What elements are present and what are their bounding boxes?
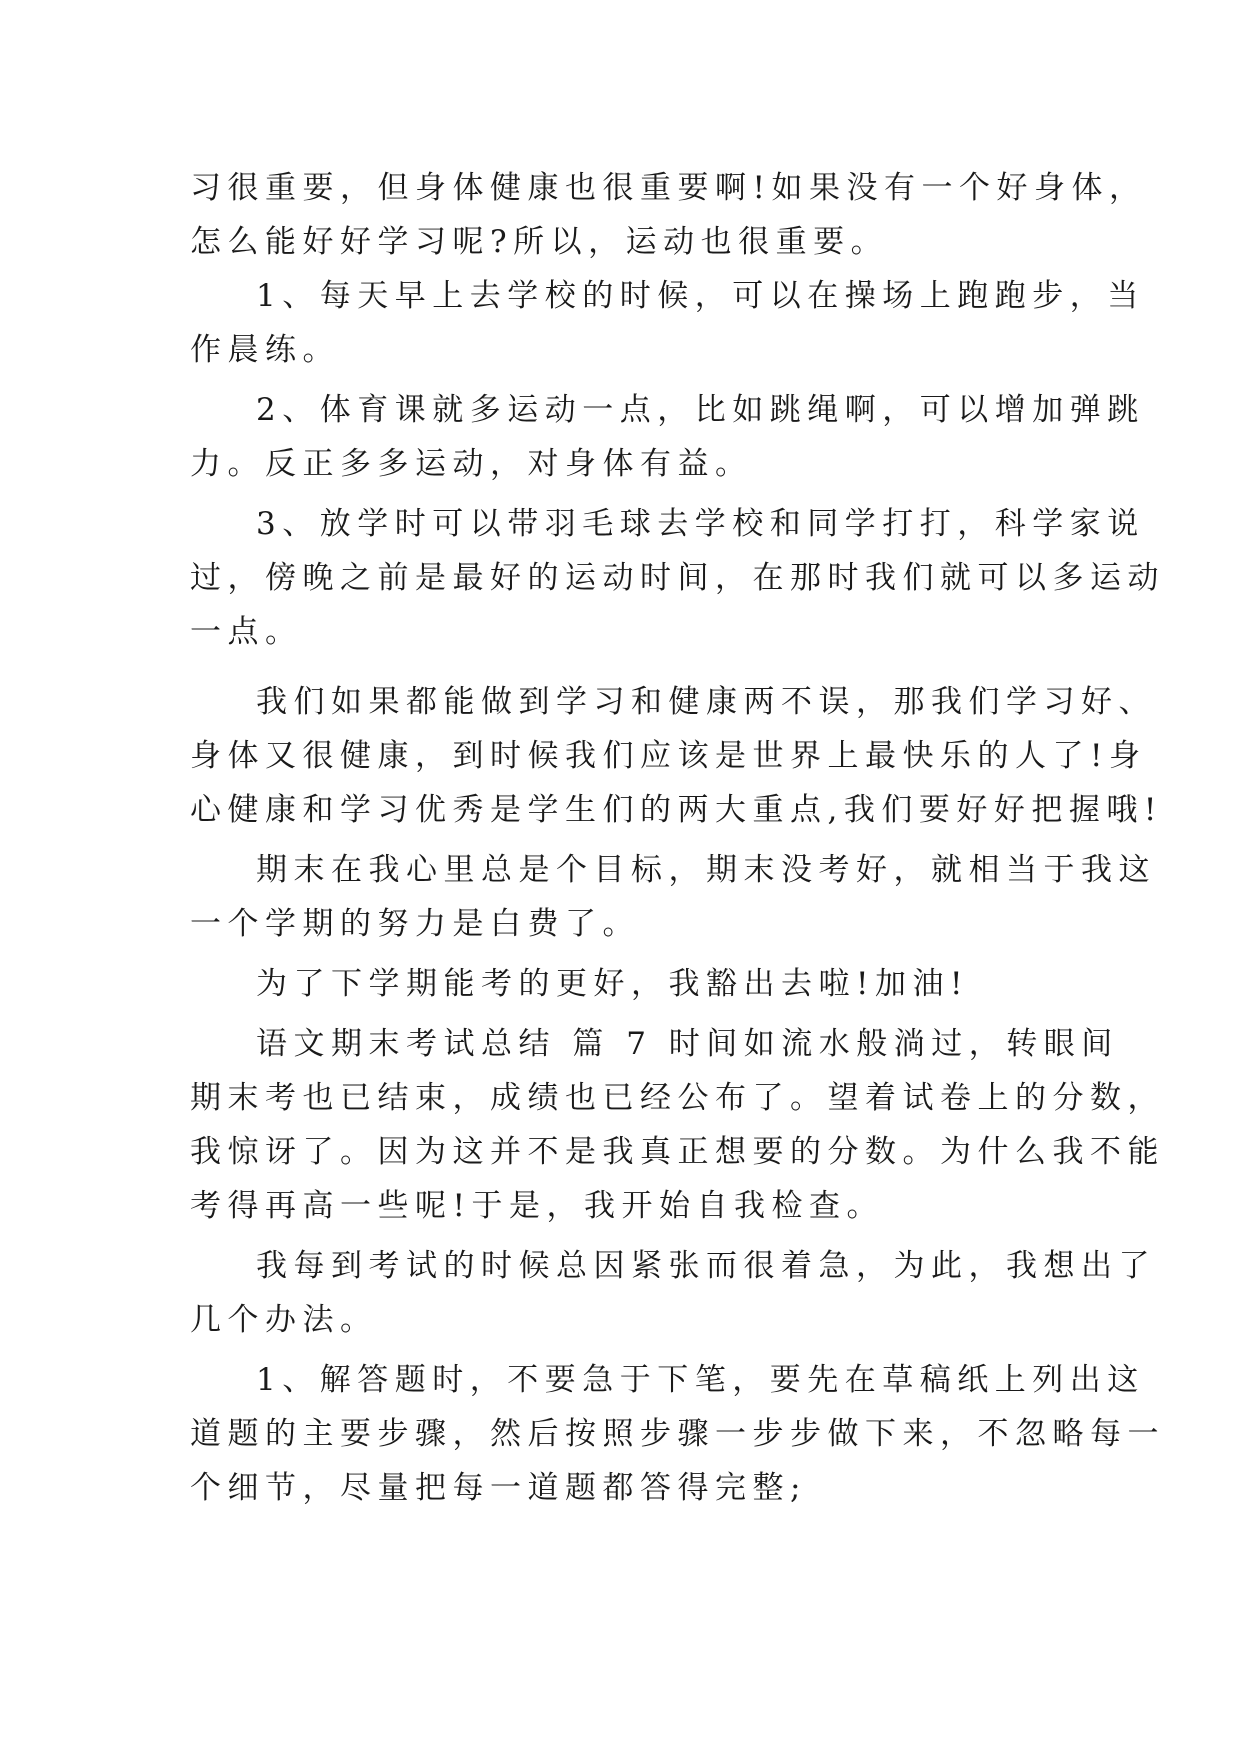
text-line: 怎么能好好学习呢?所以，运动也很重要。	[190, 224, 889, 260]
text-line: 力。反正多多运动，对身体有益。	[190, 446, 753, 482]
text-line: 1、每天早上去学校的时候，可以在操场上跑跑步，当	[256, 278, 1145, 314]
text-line: 考得再高一些呢!于是，我开始自我检查。	[190, 1188, 884, 1224]
text-line: 几个办法。	[190, 1302, 378, 1338]
text-line: 一点。	[190, 614, 303, 650]
text-line: 过，傍晚之前是最好的运动时间，在那时我们就可以多运动	[190, 560, 1165, 596]
text-line: 期末在我心里总是个目标，期末没考好，就相当于我这	[256, 852, 1156, 888]
text-line: 2、体育课就多运动一点，比如跳绳啊，可以增加弹跳	[256, 392, 1145, 428]
text-line: 我们如果都能做到学习和健康两不误，那我们学习好、	[256, 684, 1156, 720]
text-line: 我惊讶了。因为这并不是我真正想要的分数。为什么我不能	[190, 1134, 1165, 1170]
text-line: 作晨练。	[190, 332, 340, 368]
text-line: 为了下学期能考的更好，我豁出去啦!加油!	[256, 966, 969, 1002]
text-line: 一个学期的努力是白费了。	[190, 906, 640, 942]
text-line: 个细节，尽量把每一道题都答得完整;	[190, 1470, 807, 1506]
text-line: 1、解答题时，不要急于下笔，要先在草稿纸上列出这	[256, 1362, 1145, 1398]
text-line: 习很重要，但身体健康也很重要啊!如果没有一个好身体，	[190, 170, 1147, 206]
text-line: 期末考也已结束，成绩也已经公布了。望着试卷上的分数，	[190, 1080, 1165, 1116]
text-line: 身体又很健康，到时候我们应该是世界上最快乐的人了!身	[190, 738, 1147, 774]
text-line: 我每到考试的时候总因紧张而很着急，为此，我想出了	[256, 1248, 1156, 1284]
text-line: 3、放学时可以带羽毛球去学校和同学打打，科学家说	[256, 506, 1145, 542]
section-heading-line: 语文期末考试总结 篇 7 时间如流水般淌过，转眼间	[256, 1026, 1119, 1062]
text-line: 心健康和学习优秀是学生们的两大重点,我们要好好把握哦!	[190, 792, 1163, 828]
text-line: 道题的主要步骤，然后按照步骤一步步做下来，不忽略每一	[190, 1416, 1165, 1452]
